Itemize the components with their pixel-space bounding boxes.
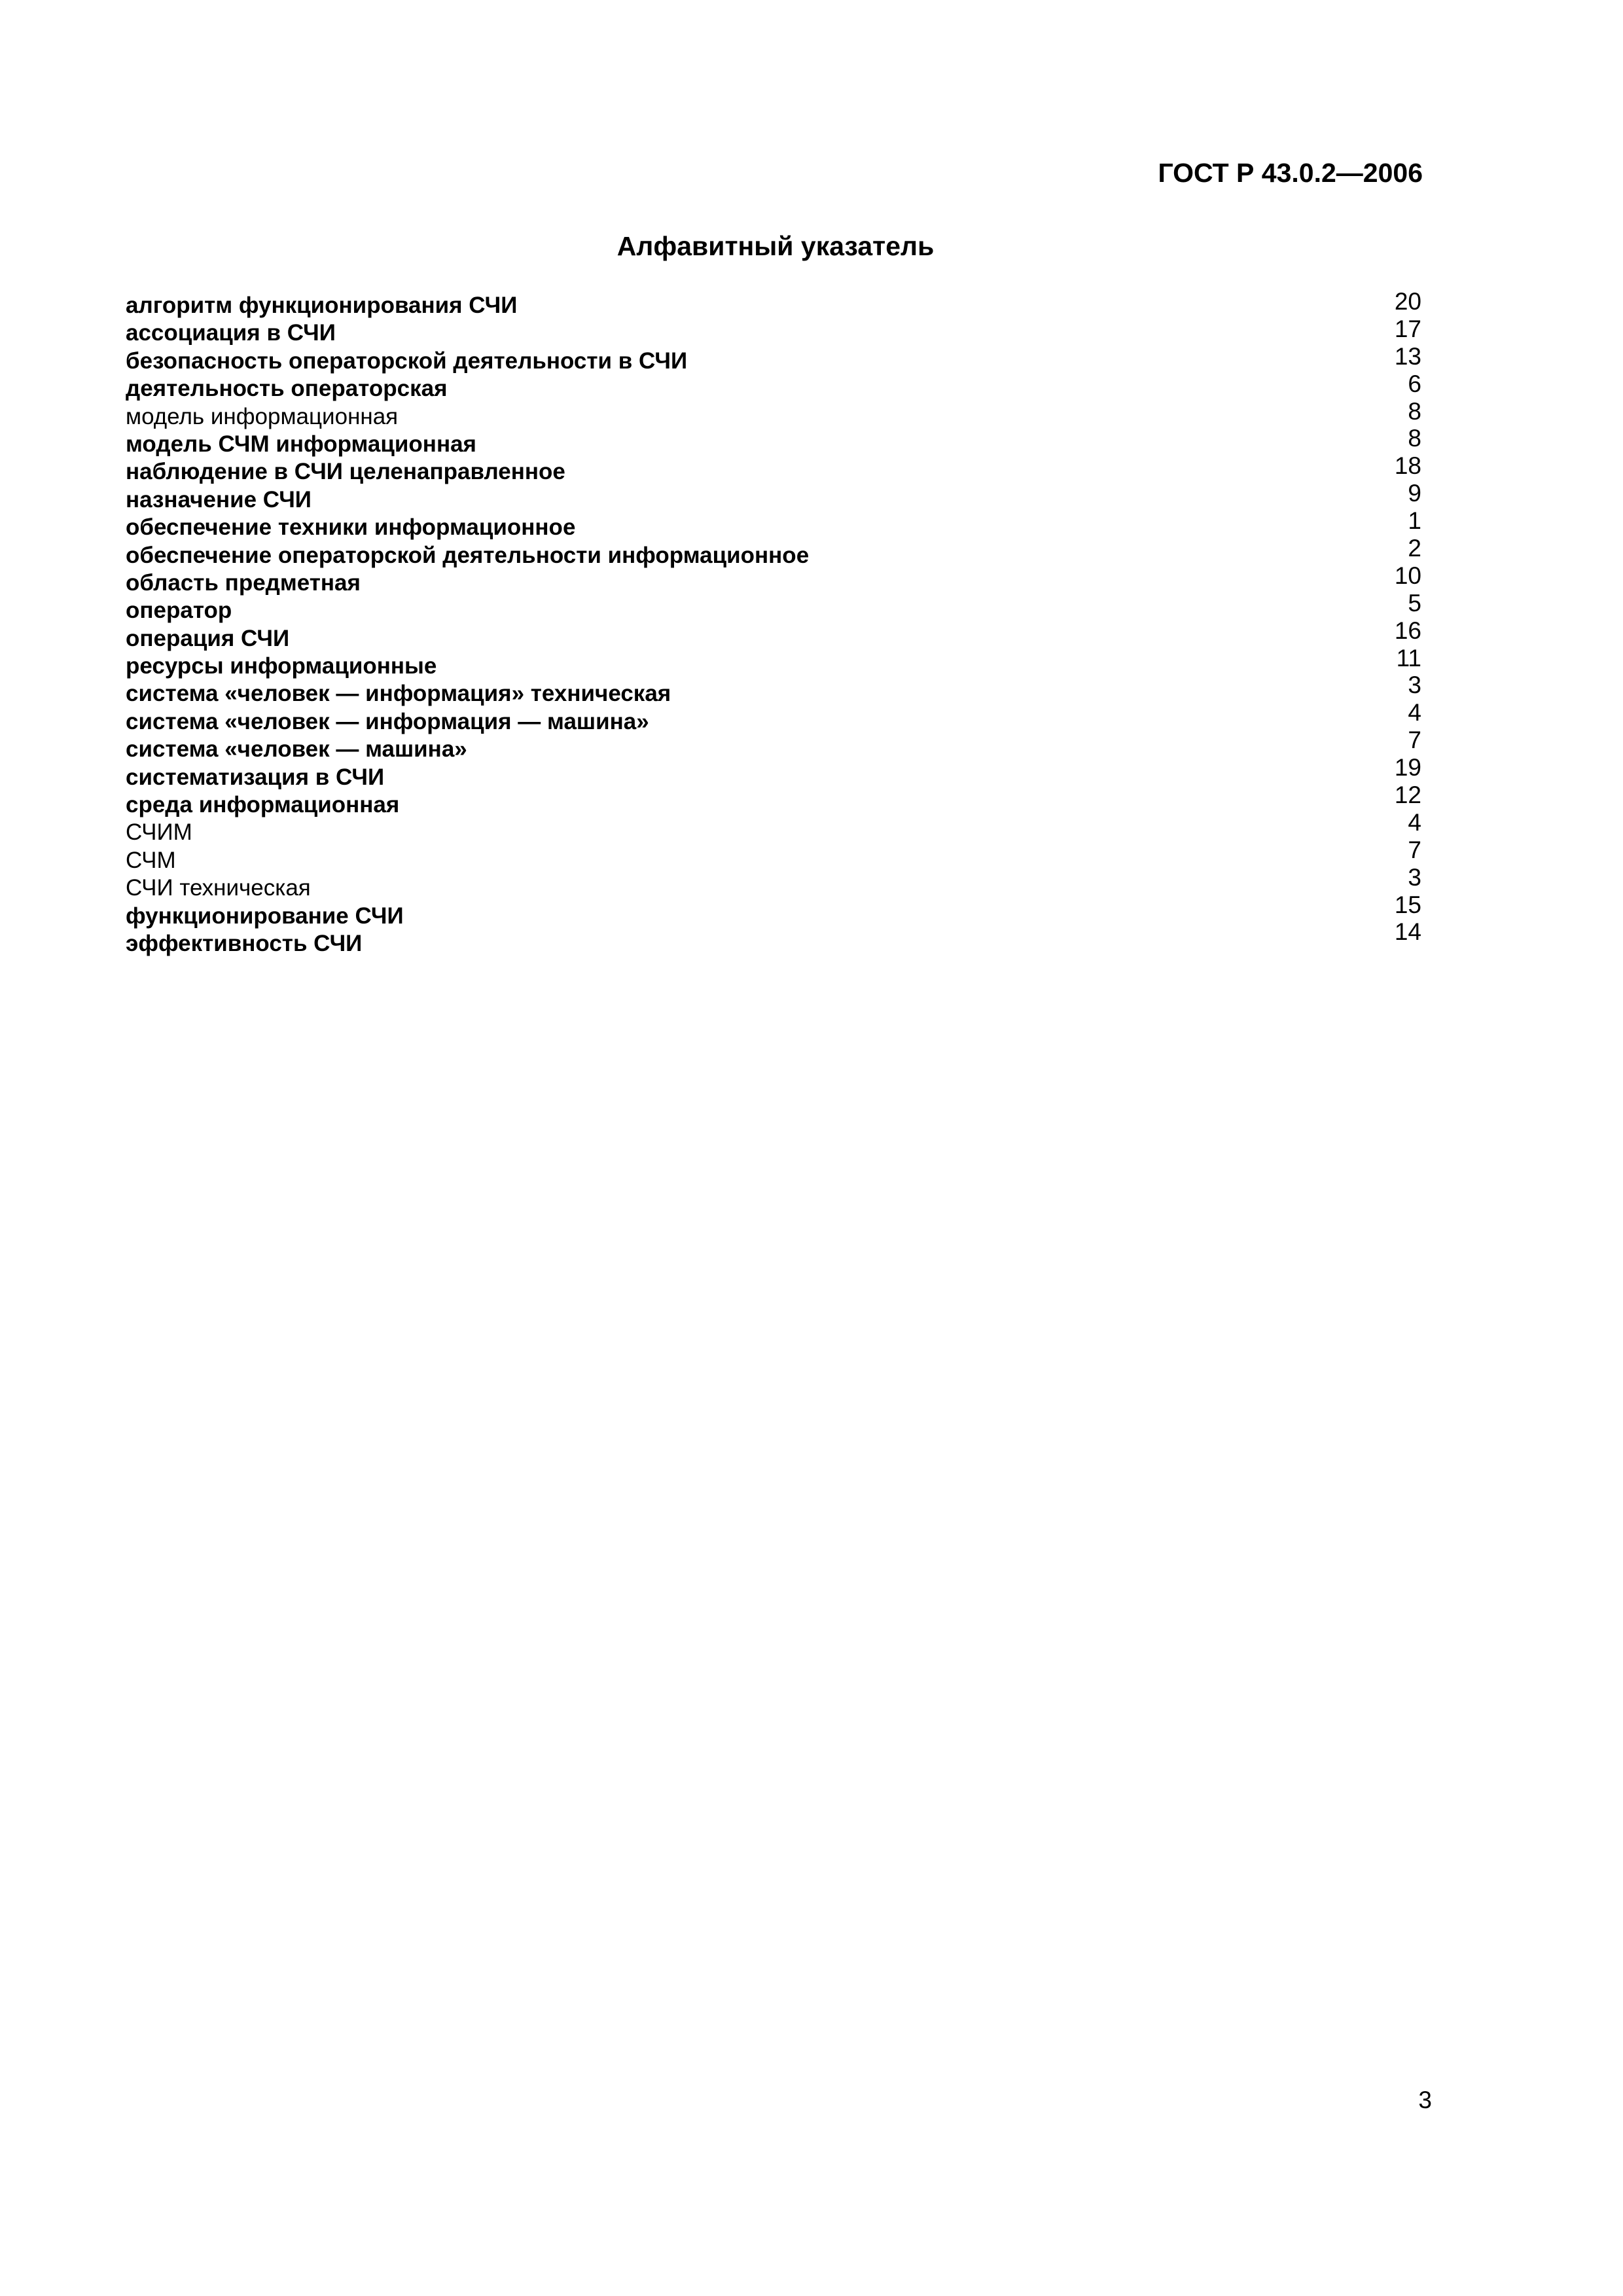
index-page-ref: 3 <box>1408 672 1421 699</box>
index-term: СЧИМ <box>126 819 192 846</box>
index-page-ref: 11 <box>1396 644 1421 672</box>
index-term: система «человек — машина» <box>126 736 467 762</box>
index-page-ref: 5 <box>1408 589 1421 617</box>
index-page-ref: 7 <box>1408 726 1421 754</box>
index-term: систематизация в СЧИ <box>126 764 385 790</box>
index-term: оператор <box>126 598 232 624</box>
index-page-ref: 19 <box>1394 754 1421 781</box>
index-term: алгоритм функционирования СЧИ <box>126 293 518 318</box>
index-term: деятельность операторская <box>126 376 448 402</box>
index-page-ref: 18 <box>1394 452 1421 480</box>
index-term: обеспечение операторской деятельности информационное <box>126 542 810 568</box>
index-term: СЧМ <box>126 847 176 873</box>
index-term: операция СЧИ <box>126 625 290 651</box>
index-term: система «человек — информация» техническая <box>126 681 671 707</box>
index-page-ref: 12 <box>1394 781 1421 809</box>
index-page-ref: 10 <box>1394 562 1421 589</box>
index-term: эффективность СЧИ <box>126 930 363 956</box>
index-page-ref: 14 <box>1394 918 1421 946</box>
index-term: функционирование СЧИ <box>126 903 404 929</box>
index-page-ref: 3 <box>1408 863 1421 891</box>
index-term: область предметная <box>126 569 361 596</box>
index-page-ref: 4 <box>1408 699 1421 726</box>
index-page-ref: 8 <box>1408 397 1421 425</box>
index-page-ref: 17 <box>1394 315 1421 342</box>
page-number: 3 <box>1418 2087 1432 2113</box>
index-page-ref: 2 <box>1408 535 1421 562</box>
index-page-ref: 6 <box>1408 370 1421 397</box>
index-page-ref: 16 <box>1394 617 1421 644</box>
index-term: система «человек — информация — машина» <box>126 708 649 734</box>
index-terms-list <box>126 292 1173 958</box>
document-code: ГОСТ Р 43.0.2—2006 <box>1158 158 1423 188</box>
index-page-ref: 7 <box>1408 836 1421 863</box>
index-term: наблюдение в СЧИ целенаправленное <box>126 459 565 485</box>
index-page-ref: 4 <box>1408 808 1421 836</box>
index-title: Алфавитный указатель <box>616 231 935 261</box>
index-term: СЧИ техническая <box>126 875 311 901</box>
index-term: обеспечение техники информационное <box>126 514 576 541</box>
index-page-ref: 9 <box>1408 480 1421 507</box>
index-page-ref: 13 <box>1394 342 1421 370</box>
index-term: назначение СЧИ <box>126 486 312 512</box>
index-term: среда информационная <box>126 792 400 818</box>
index-term: модель информационная <box>126 403 399 429</box>
index-term: ресурсы информационные <box>126 653 437 679</box>
index-page-ref: 15 <box>1394 891 1421 918</box>
index-page-ref: 20 <box>1394 288 1421 315</box>
index-pages-list <box>1291 288 1421 946</box>
index-term: модель СЧМ информационная <box>126 431 476 457</box>
index-page-ref: 8 <box>1408 425 1421 452</box>
index-page-ref: 1 <box>1408 507 1421 535</box>
index-term: безопасность операторской деятельности в СЧИ <box>126 348 688 374</box>
index-term: ассоциация в СЧИ <box>126 320 336 346</box>
